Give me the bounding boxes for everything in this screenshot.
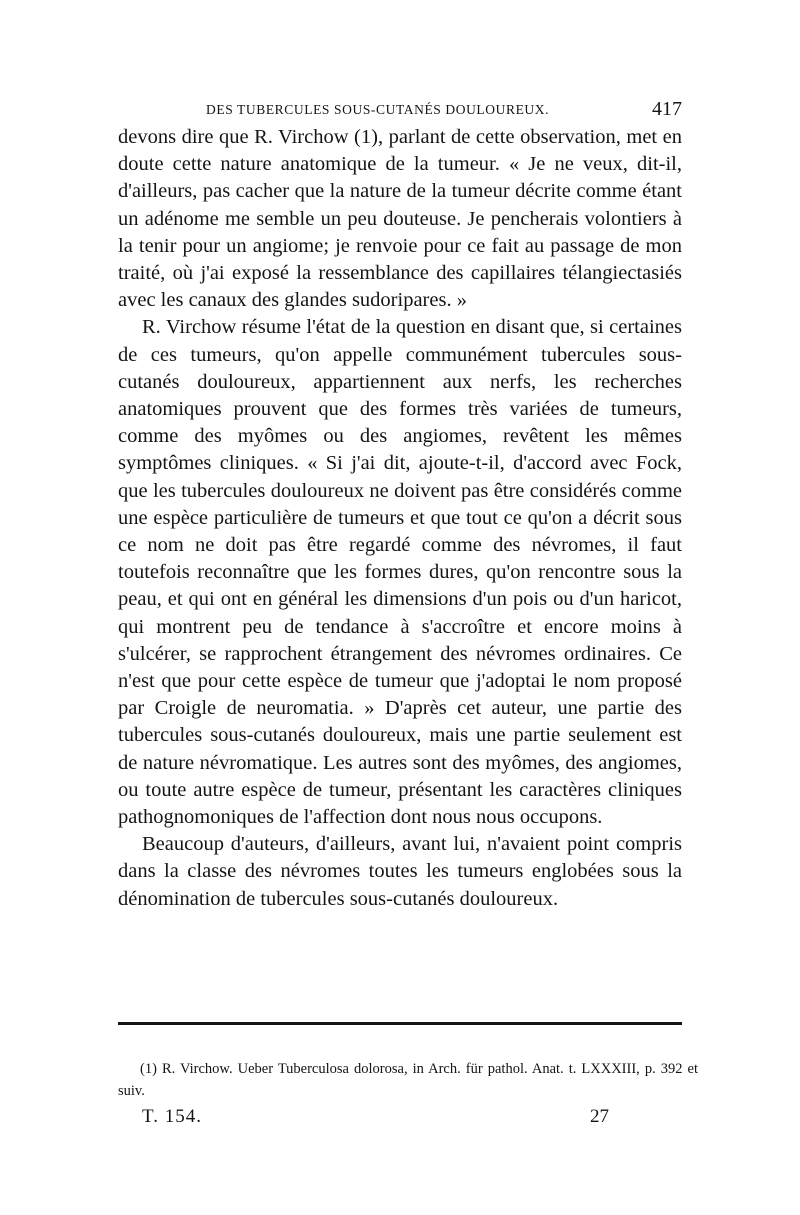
sheet-number: 27 xyxy=(590,1106,609,1127)
volume-signature: T. 154. xyxy=(142,1106,202,1127)
running-title: DES TUBERCULES SOUS-CUTANÉS DOULOUREUX. xyxy=(206,102,550,117)
page-header xyxy=(118,98,682,122)
footnote: (1) R. Virchow. Ueber Tuberculosa dolorosa, in Arch. für pathol. Anat. t. LXXXIII, p. 392 et suiv. xyxy=(118,1061,698,1099)
paragraph: R. Virchow résume l'état de la question en disant que, si certaines de ces tumeurs, qu'on appelle communément tubercules sous-cutanés douloureux, appartiennent aux nerfs, les recherches anatomiques prouvent que des formes très variées de tumeurs, comme des myômes ou des angiomes, revêtent les mêmes symptômes cliniques. « Si j'ai dit, ajoute-t-il, d'accord avec Fock, que les tubercules douloureux ne doivent pas être considérés comme une espèce particulière de tumeurs et que tout ce qu'on a décrit sous ce nom ne doit pas être regardé comme des névromes, il faut toutefois reconnaître que les formes dures, qu'on rencontre sous la peau, et qui ont en général les dimensions d'un pois ou d'un haricot, qui montrent peu de tendance à s'accroître et encore moins à s'ulcérer, se rapprochent étrangement des névromes ordinaires. Ce n'est que pour cette espèce de tumeur que j'adoptai le nom proposé par Croigle de neuromatia. » D'après cet auteur, une partie des tubercules sous-cutanés douloureux, mais une partie seulement est de nature névromatique. Les autres sont des myômes, des angiomes, ou toute autre espèce de tumeur, présentant les caractères cliniques pathognomoniques de l'affection dont nous nous occupons. xyxy=(118,316,682,829)
body-text xyxy=(118,124,682,913)
footnote-divider xyxy=(118,1022,682,1025)
page-number: 417 xyxy=(652,98,682,120)
paragraph: devons dire que R. Virchow (1), parlant de cette observation, met en doute cette nature anatomique de la tumeur. « Je ne veux, dit-il, d'ailleurs, pas cacher que la nature de la tumeur décrite comme étant un adénome me semble un peu douteuse. Je pencherais volontiers à la tenir pour un angiome; je renvoie pour ce fait au passage de mon traité, où j'ai exposé la ressemblance des capillaires télangiectasiés avec les canaux des glandes sudoripares. » xyxy=(118,126,682,312)
paragraph: Beaucoup d'auteurs, d'ailleurs, avant lui, n'avaient point compris dans la classe des névromes toutes les tumeurs englobées sous la dénomination de tubercules sous-cutanés douloureux. xyxy=(118,833,682,910)
